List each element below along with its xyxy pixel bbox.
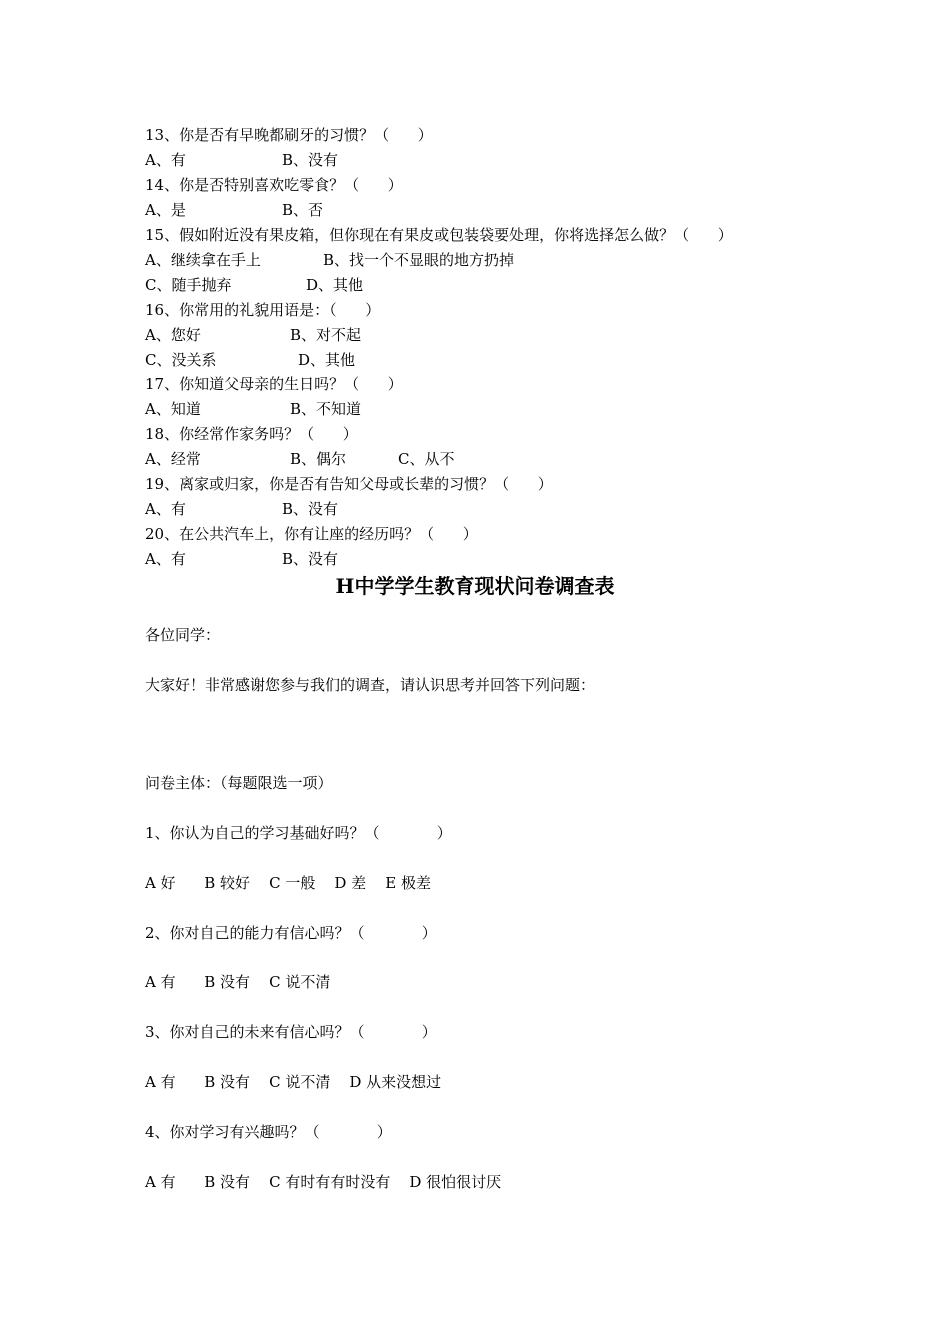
question-2: 2、你对自己的能力有信心吗？（ ） bbox=[145, 924, 437, 942]
option-14-b: B、否 bbox=[282, 201, 324, 219]
option-15-b: B、找一个不显眼的地方扔掉 bbox=[323, 251, 515, 269]
option-16-b: B、对不起 bbox=[290, 326, 362, 344]
option-19-a: A、有 bbox=[145, 500, 186, 518]
question-15: 15、假如附近没有果皮箱，但你现在有果皮或包装袋要处理，你将选择怎么做？（ ） bbox=[145, 226, 733, 244]
option-13-a: A、有 bbox=[145, 151, 186, 169]
option-16-c: C、没关系 bbox=[145, 351, 217, 369]
option-17-a: A、知道 bbox=[145, 400, 201, 418]
intro-text: 大家好！非常感谢您参与我们的调查，请认识思考并回答下列问题： bbox=[145, 676, 596, 694]
question-13: 13、你是否有早晚都刷牙的习惯？（ ） bbox=[145, 126, 433, 144]
option-16-d: D、其他 bbox=[298, 351, 356, 369]
question-1: 1、你认为自己的学习基础好吗？（ ） bbox=[145, 824, 452, 842]
options-4: A 有 B 没有 C 有时有有时没有 D 很怕很讨厌 bbox=[145, 1173, 502, 1191]
question-17: 17、你知道父母亲的生日吗？（ ） bbox=[145, 375, 403, 393]
option-15-c: C、随手抛弃 bbox=[145, 276, 232, 294]
option-15-d: D、其他 bbox=[306, 276, 364, 294]
option-20-b: B、没有 bbox=[282, 550, 339, 568]
survey-title: H中学学生教育现状问卷调查表 bbox=[335, 574, 615, 598]
option-18-a: A、经常 bbox=[145, 450, 201, 468]
question-20: 20、在公共汽车上，你有让座的经历吗？（ ） bbox=[145, 525, 478, 543]
option-19-b: B、没有 bbox=[282, 500, 339, 518]
option-13-b: B、没有 bbox=[282, 151, 339, 169]
question-14: 14、你是否特别喜欢吃零食？（ ） bbox=[145, 176, 403, 194]
option-18-c: C、从不 bbox=[398, 450, 455, 468]
greeting: 各位同学： bbox=[145, 626, 221, 644]
option-16-a: A、您好 bbox=[145, 326, 201, 344]
options-2: A 有 B 没有 C 说不清 bbox=[145, 973, 331, 991]
question-19: 19、离家或归家，你是否有告知父母或长辈的习惯？（ ） bbox=[145, 475, 553, 493]
question-16: 16、你常用的礼貌用语是：（ ） bbox=[145, 301, 381, 319]
question-3: 3、你对自己的未来有信心吗？（ ） bbox=[145, 1023, 437, 1041]
option-14-a: A、是 bbox=[145, 201, 186, 219]
option-18-b: B、偶尔 bbox=[290, 450, 347, 468]
option-20-a: A、有 bbox=[145, 550, 186, 568]
option-15-a: A、继续拿在手上 bbox=[145, 251, 261, 269]
question-4: 4、你对学习有兴趣吗？（ ） bbox=[145, 1123, 392, 1141]
option-17-b: B、不知道 bbox=[290, 400, 362, 418]
section-heading: 问卷主体：（每题限选一项） bbox=[145, 774, 333, 792]
question-18: 18、你经常作家务吗？（ ） bbox=[145, 425, 358, 443]
options-1: A 好 B 较好 C 一般 D 差 E 极差 bbox=[145, 874, 431, 892]
options-3: A 有 B 没有 C 说不清 D 从来没想过 bbox=[145, 1073, 442, 1091]
